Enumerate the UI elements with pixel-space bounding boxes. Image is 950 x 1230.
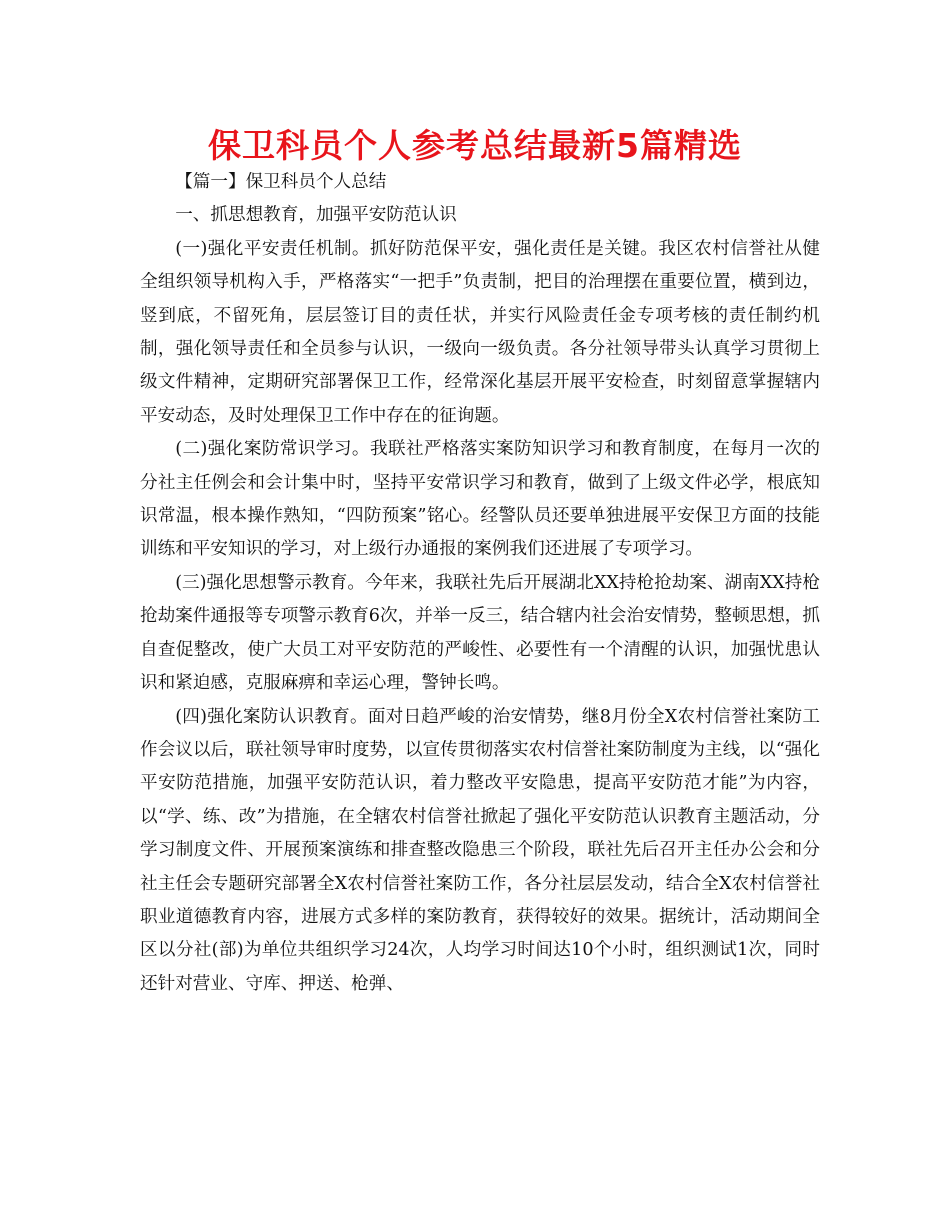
paragraph: (三)强化思想警示教育。今年来，我联社先后开展湖北XX持枪抢劫案、湖南XX持枪抢劫案件通报等专项警示教育6次，并举一反三，结合辖内社会治安情势，整顿思想，抓自查促整改，使广大员工对平安防范的严峻性、必要性有一个清醒的认识，加强忧患认识和紧迫感，克服麻痹和幸运心理，警钟长鸣。 <box>140 572 820 694</box>
paragraph: (四)强化案防认识教育。面对日趋严峻的治安情势，继8月份全X农村信誉社案防工作会议以后，联社领导审时度势，以宣传贯彻落实农村信誉社案防制度为主线，以“强化平安防范措施，加强平安防范认识，着力整改平安隐患，提高平安防范才能”为内容，以“学、练、改”为措施，在全辖农村信誉社掀起了强化平安防范认识教育主题活动，分学习制度文件、开展预案演练和排查整改隐患三个阶段，联社先后召开主任办公会和分社主任会专题研究部署全X农村信誉社案防工作，各分社层层发动，结合全X农村信誉社职业道德教育内容，进展方式多样的案防教育，获得较好的效果。据统计，活动期间全区以分社(部)为单位共组织学习24次，人均学习时间达10个小时，组织测试1次，同时还针对营业、守库、押送、枪弹、 <box>140 706 820 994</box>
paragraph: (二)强化案防常识学习。我联社严格落实案防知识学习和教育制度，在每月一次的分社主任例会和会计集中时，坚持平安常识学习和教育，做到了上级文件必学，根底知识常温，根本操作熟知，“四防预案”铭心。经警队员还要单独进展平安保卫方面的技能训练和平安知识的学习，对上级行办通报的案例我们还进展了专项学习。 <box>140 439 820 560</box>
subheading: 一、抓思想教育，加强平安防范认识 <box>175 205 457 226</box>
section-heading: 【篇一】保卫科员个人总结 <box>175 172 387 192</box>
paragraph: (一)强化平安责任机制。抓好防范保平安，强化责任是关键。我区农村信誉社从健全组织领导机构入手，严格落实“一把手”负责制，把目的治理摆在重要位置，横到边，竖到底，不留死角，层层签订目的责任状，并实行风险责任金专项考核的责任制约机制，强化领导责任和全员参与认识，一级向一级负责。各分社领导带头认真学习贯彻上级文件精神，定期研究部署保卫工作，经常深化基层开展平安检查，时刻留意掌握辖内平安动态，及时处理保卫工作中存在的征询题。 <box>140 238 820 426</box>
document-title: 保卫科员个人参考总结最新5篇精选 <box>208 126 742 165</box>
document-body <box>140 166 820 1001</box>
